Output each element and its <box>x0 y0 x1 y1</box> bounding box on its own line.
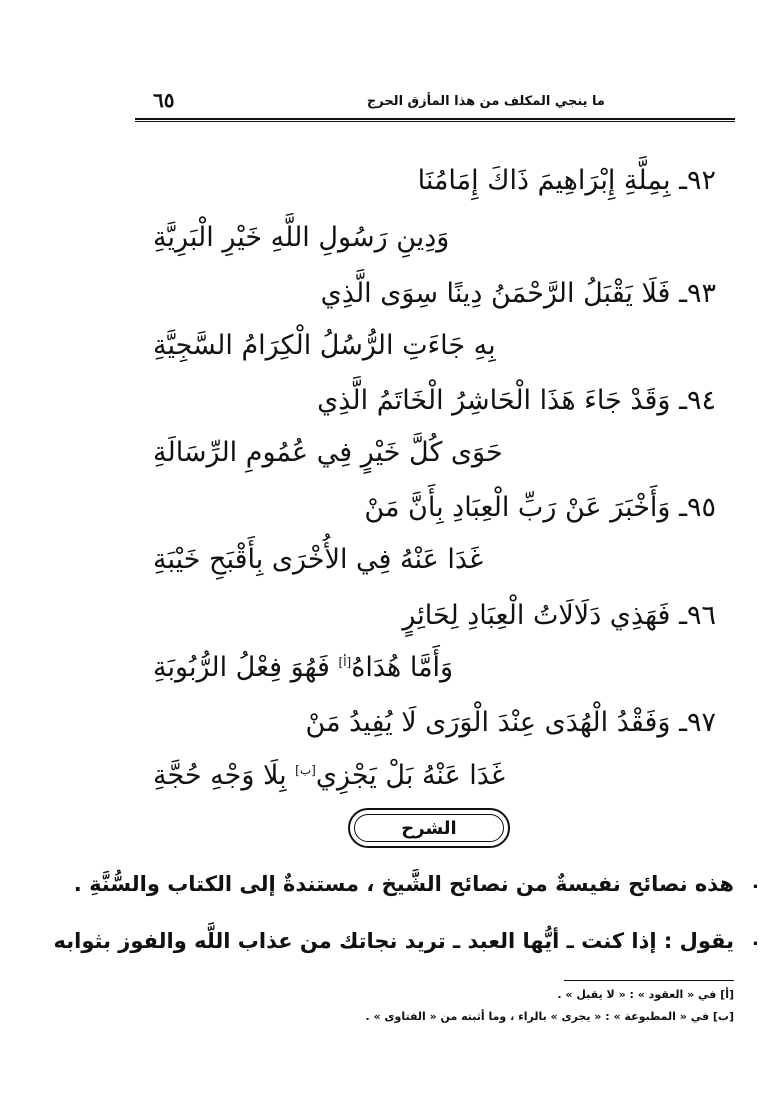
verse-line-first <box>321 278 716 309</box>
margin-dot: . <box>752 929 759 950</box>
verse-second-hemistich-rest: فَهُوَ فِعْلُ الرُّبُوبَةِ <box>153 652 339 683</box>
verse-separator: ـ <box>679 600 687 631</box>
verse-separator: ـ <box>679 278 687 309</box>
footnote: [أ] في « العقود » : « لا يقبل » . <box>557 988 734 1001</box>
verse-number: ٩٢ <box>686 165 716 196</box>
verse-separator: ـ <box>679 165 687 196</box>
section-heading: الشرح <box>354 814 504 842</box>
header-title: ما ينجي المكلف من هذا المأزق الحرج <box>366 94 605 109</box>
verse-separator: ـ <box>679 385 687 416</box>
verse-second-hemistich: بِهِ جَاءَتِ الرُّسُلُ الْكِرَامُ السَّجِيَّةِ <box>153 330 496 361</box>
verse-first-hemistich: فَلَا يَقْبَلُ الرَّحْمَنُ دِينًا سِوَى الَّذِي <box>320 278 671 309</box>
verse-number: ٩٤ <box>686 385 716 416</box>
header-rule-thin <box>135 121 735 122</box>
verse-number: ٩٣ <box>686 278 716 309</box>
verse-number: ٩٦ <box>686 600 716 631</box>
verse-line-first <box>317 385 716 416</box>
verse-line-first <box>306 707 716 738</box>
verse-line-second <box>153 544 483 575</box>
margin-dot: . <box>752 872 759 893</box>
verse-line-second <box>153 652 453 683</box>
footnote: [ب] في « المطبوعة » : « يجرى » بالراء ، وما أثبته من « الفتاوى » . <box>365 1010 734 1023</box>
page-number: ٦٥ <box>153 88 175 112</box>
verse-second-hemistich: وَأَمَّا هُدَاهُ <box>351 652 454 683</box>
verse-line-second <box>153 222 449 253</box>
running-header <box>135 86 735 116</box>
section-heading-frame <box>348 808 510 848</box>
header-rule <box>135 118 735 120</box>
footnote-rule <box>564 980 734 981</box>
footnote-reference[interactable]: [ب] <box>295 763 316 777</box>
verse-first-hemistich: وَفَقْدُ الْهُدَى عِنْدَ الْوَرَى لَا يُفِيدُ مَنْ <box>305 707 671 738</box>
verse-first-hemistich: بِمِلَّةِ إِبْرَاهِيمَ ذَاكَ إِمَامُنَا <box>417 165 671 196</box>
verse-first-hemistich: وَقَدْ جَاءَ هَذَا الْحَاشِرُ الْخَاتَمُ الَّذِي <box>317 385 671 416</box>
verse-number: ٩٥ <box>686 492 716 523</box>
verse-line-first <box>402 600 716 631</box>
verse-line-second <box>153 760 505 791</box>
prose-line: هذه نصائح نفيسةٌ من نصائح الشَّيخ ، مستندةٌ إلى الكتاب والسُّنَّةِ . <box>73 872 734 896</box>
verse-separator: ـ <box>679 492 687 523</box>
verse-number: ٩٧ <box>686 707 716 738</box>
footnote-reference[interactable]: [أ] <box>338 655 352 669</box>
verse-line-first <box>418 165 716 196</box>
verse-first-hemistich: وَأَخْبَرَ عَنْ رَبِّ الْعِبَادِ بِأَنَّ مَنْ <box>364 492 671 523</box>
prose-line: يقول : إذا كنت ـ أيُّها العبد ـ تريد نجاتك من عذاب اللَّه والفوز بثوابه <box>53 929 734 953</box>
verse-second-hemistich: وَدِينِ رَسُولِ اللَّهِ خَيْرِ الْبَرِيَّةِ <box>153 222 450 253</box>
verse-second-hemistich: غَدَا عَنْهُ بَلْ يَجْزِي <box>315 760 506 791</box>
verse-separator: ـ <box>679 707 687 738</box>
verse-first-hemistich: فَهَذِي دَلَالَاتُ الْعِبَادِ لِحَائِرٍ <box>402 600 671 631</box>
verse-second-hemistich: حَوَى كُلَّ خَيْرٍ فِي عُمُومِ الرِّسَالَةِ <box>153 437 503 468</box>
verse-line-second <box>153 330 496 361</box>
verse-second-hemistich: غَدَا عَنْهُ فِي الأُخْرَى بِأَقْبَحِ خَيْبَةِ <box>153 544 484 575</box>
verse-second-hemistich-rest: بِلَا وَجْهِ حُجَّةِ <box>153 760 296 791</box>
verse-line-second <box>153 437 503 468</box>
verse-line-first <box>364 492 716 523</box>
